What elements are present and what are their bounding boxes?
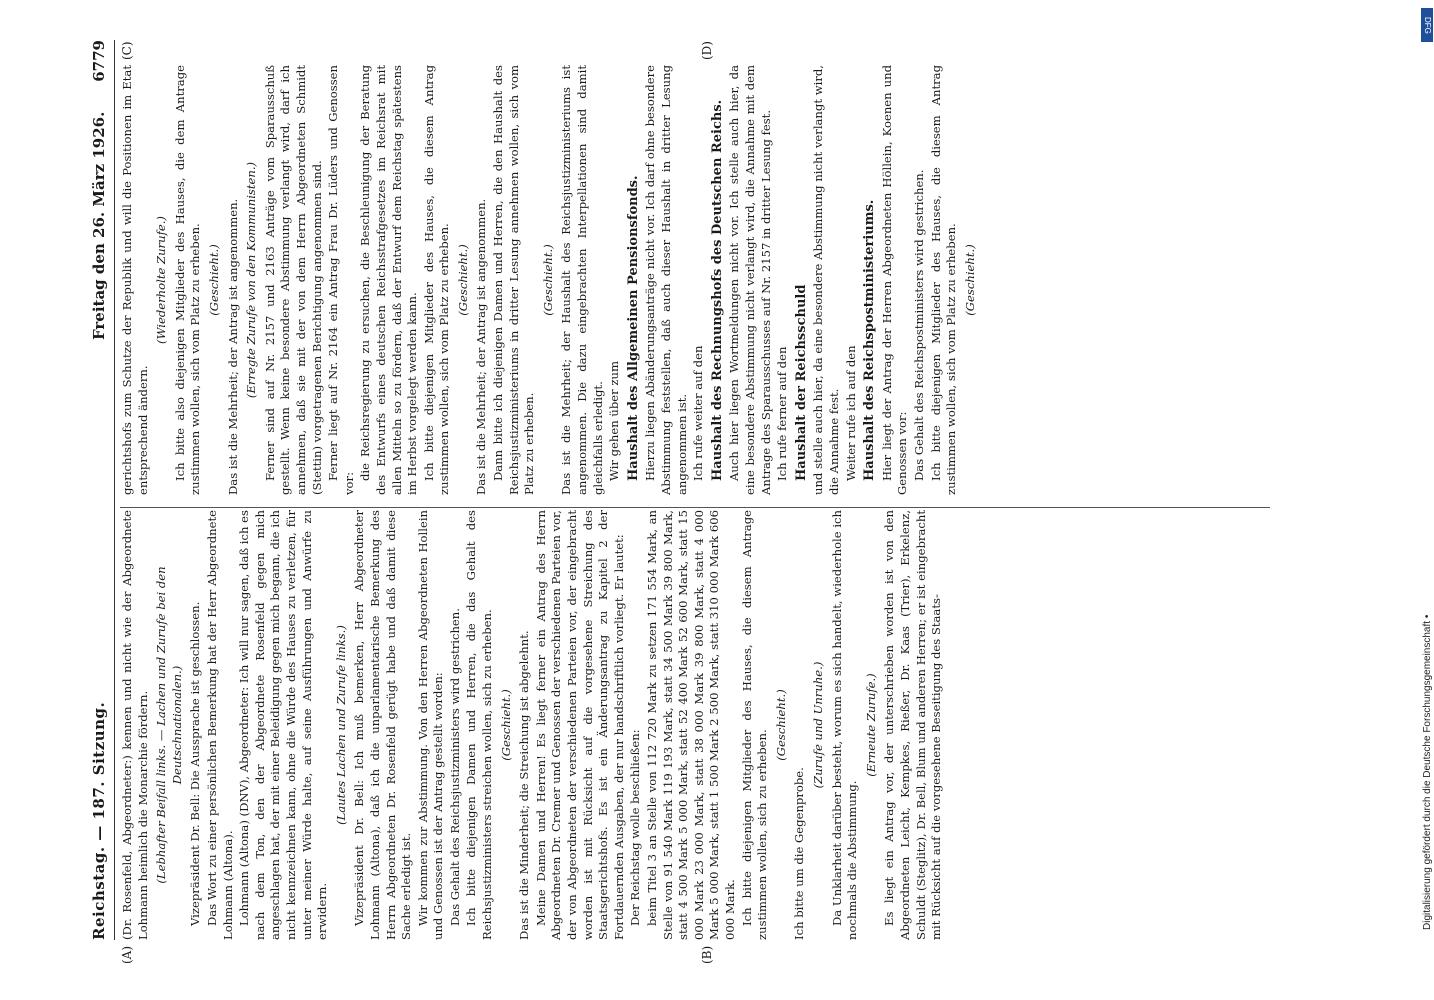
margin-mark-a: (A) [120,945,134,964]
paragraph: Auch hier liegen Wortmeldungen nicht vor. Ich stelle auch hier, da eine besondere Abstimmung nicht verlangt wird, die Annahme mit dem Antrage des Sparausschusses auf Nr. 2157 in dritter Lesung fest. [727,65,773,495]
section-heading: Haushalt des Rechnungshofs des Deutschen Reichs. [709,99,725,481]
paragraph: Ich bitte um die Gegenprobe. [792,767,807,940]
paragraph: (Dr. Rosenfeld, Abgeordneter:) kennen und nicht wie der Abgeordnete Lohmann heimlich die Monarchie fördern. [120,510,150,940]
interjection: (Erregte Zurufe von den Kommunisten.) [244,161,259,399]
header-session: Reichstag. — 187. Sitzung. [90,701,108,940]
paragraph: Ich bitte diejenigen Damen und Herren, die das Gehalt des Reichsjustizministers streichen wollen, sich zu erheben. [464,510,495,940]
paragraph: Es liegt ein Antrag vor, der unterschrieben worden ist von den Abgeordneten Leicht, Kempkes, Rießer, Dr. Kaas (Trier), Erkelenz, Schuldt (Steglitz), Dr. Bell, Blum und anderen Herren; er ist eingebracht mit Rücksicht auf die vorgesehene Beseitigung des Staats- [882,510,944,940]
paragraph: Weiter rufe ich auf den [843,345,858,481]
paragraph: die Reichsregierung zu ersuchen, die Beschleunigung der Beratung des Entwurfs eines deutschen Reichsstrafgesetzes im Reichsrat mit allen Mitteln so zu fördern, daß der Entwurf dem Reichstag spätestens im Herbst vorgelegt werden kann. [358,65,420,495]
interjection: (Erneute Zurufe.) [863,673,878,777]
column-divider [120,507,1270,508]
section-heading: Haushalt der Reichsschuld [793,284,809,481]
paragraph: Hier liegt der Antrag der Herren Abgeordneten Höllein, Koenen und Genossen vor: [879,65,910,495]
paragraph: Wir gehen über zum [607,361,622,481]
digitization-credit-text: Digitalisierung gefördert durch die Deutsche Forschungsgemeinschaft • [1422,614,1433,930]
page-header [88,40,115,940]
paragraph: Das ist die Minderheit; die Streichung ist abgelehnt. [517,630,532,940]
left-text-column [120,510,946,940]
interjection: (Wiederholte Zurufe.) [154,216,169,344]
paragraph: beim Titel 3 an Stelle von 112 720 Mark zu setzen 171 554 Mark, an Stelle von 91 540 Mark 119 193 Mark, statt 34 500 Mark 39 800 Mark, statt 4 500 Mark 5 000 Mark, statt 52 400 Mark 52 600 Mark, statt 15 000 Mark 23 000 Mark, statt 38 000 Mark 39 800 Mark, statt 4 000 Mark 5 000 Mark, statt 1 500 Mark 2 500 Mark, statt 310 000 Mark 606 000 Mark. [645,510,737,940]
interjection: (Geschieht.) [540,244,555,316]
paragraph: Das ist die Mehrheit; der Haushalt des Reichsjustizministeriums ist angenommen. Die dazu eingebrachten Interpellationen sind damit gleichfalls erledigt. [559,65,605,495]
paragraph: Der Reichstag wolle beschließen: [628,729,643,926]
paragraph: Dann bitte ich diejenigen Damen und Herren, die den Haushalt des Reichsjustizministeriums in dritter Lesung annehmen wollen, sich vom Platz zu erheben. [491,65,537,495]
paragraph: Das ist die Mehrheit; der Antrag ist angenommen. [474,198,489,495]
interjection: (Lautes Lachen und Zurufe links.) [333,625,348,825]
paragraph: Ferner sind auf Nr. 2157 und 2163 Anträge vom Sparausschuß gestellt. Wenn keine besondere Abstimmung verlangt wird, darf ich annehmen, daß sie mit der von dem Herrn Abgeordneten Schmidt (Stettin) vorgetragenen Berichtigung angenommen sind. [262,65,324,495]
interjection: (Geschieht.) [455,244,470,316]
paragraph: Ich bitte diejenigen Mitglieder des Hauses, die diesem Antrag zustimmen wollen, sich vom Platz zu erheben. [421,65,452,495]
paragraph: Das Gehalt des Reichspostministers wird gestrichen. [911,169,926,481]
paragraph: Vizepräsident Dr. Bell: Die Aussprache ist geschlossen. [188,601,203,926]
dfg-logo: DFG [1421,8,1433,42]
paragraph: Das Wort zu einer persönlichen Bemerkung hat der Herr Abgeordnete Lohmann (Altona). [204,510,235,940]
paragraph: Hierzu liegen Abänderungsanträge nicht vor. Ich darf ohne besondere Abstimmung feststellen, daß auch dieser Haushalt in dritter Lesung angenommen ist. [643,65,689,495]
right-text-column [120,65,981,495]
paragraph: Lohmann (Altona) (DNV), Abgeordneter: Ich will nur sagen, daß ich es nach dem Ton, den der Abgeordnete Rosenfeld gegen mich angeschlagen hat, der mit einer Beleidigung gegen mich begann, die ich nicht kennzeichnen kann, ohne die Würde des Hauses zu verletzen, für unter meiner Würde halte, auf seine Ausführungen und Anwürfe zu erwidern. [237,510,330,940]
interjection: (Geschieht.) [206,244,221,316]
header-date: Freitag den 26. März 1926. [90,111,108,340]
paragraph: Ich bitte diejenigen Mitglieder des Hauses, die diesem Antrage zustimmen wollen, sich zu erheben. [739,510,770,940]
margin-mark-d: (D) [700,41,714,60]
paragraph: Ich bitte diejenigen Mitglieder des Hauses, die diesem Antrag zustimmen wollen, sich vom Platz zu erheben. [928,65,959,495]
paragraph: Ich bitte also diejenigen Mitglieder des Hauses, die dem Antrage zustimmen wollen, sich vom Platz zu erheben. [172,65,203,495]
paragraph: Da Unklarheit darüber besteht, worum es sich handelt, wiederhole ich nochmals die Abstimmung. [829,510,860,940]
interjection: (Geschieht.) [498,689,513,761]
paragraph: Meine Damen und Herren! Es liegt ferner ein Antrag des Herrn Abgeordneten Dr. Cremer und Genossen der verschiedenen Parteien vor, der von Abgeordneten der verschiedenen Parteien vor, der eingebracht worden ist mit Rücksicht auf die vorgesehene Streichung des Staatsgerichtshofs. Es ist ein Änderungsantrag zu Kapitel 2 der Fortdauernden Ausgaben, der nur handschriftlich vorliegt. Er lautet: [533,510,626,940]
section-heading: Haushalt des Reichspostministeriums. [862,199,878,481]
paragraph: Vizepräsident Dr. Bell: Ich muß bemerken, Herr Abgeordneter Lohmann (Altona), daß ich die unparlamentarische Bemerkung des Herrn Abgeordneten Dr. Rosenfeld gerügt habe und daß damit diese Sache erledigt ist. [352,510,414,940]
paragraph: Ich rufe weiter auf den [691,345,706,481]
interjection: (Geschieht.) [773,689,788,761]
margin-mark-b: (B) [700,945,714,964]
paragraph: Ferner liegt auf Nr. 2164 ein Antrag Frau Dr. Lüders und Genossen vor: [326,65,356,495]
page-number: 6779 [90,40,108,82]
paragraph: und stelle auch hier, da eine besondere Abstimmung nicht verlangt wird, die Annahme fest. [811,65,841,495]
paragraph: Wir kommen zur Abstimmung. Von den Herren Abgeordneten Hollein und Genossen ist der Antrag gestellt worden: [415,510,446,940]
interjection: (Zurufe und Unruhe.) [810,661,825,789]
section-heading: Haushalt des Allgemeinen Pensionsfonds. [625,175,641,481]
digitization-credit [1418,0,1434,1000]
paragraph: Ich rufe ferner auf den [775,346,790,481]
margin-mark-c: (C) [120,41,134,60]
paragraph: gerichtshofs zum Schutze der Republik und will die Positionen im Etat entsprechend ändern. [120,65,150,495]
paragraph: Das Gehalt des Reichsjustizministers wird gestrichen. [447,608,462,926]
paragraph: Das ist die Mehrheit; der Antrag ist angenommen. [225,198,240,495]
interjection: (Geschieht.) [962,244,977,316]
interjection: (Lebhafter Beifall links. — Lachen und Zurufe bei den Deutschnationalen.) [154,566,184,884]
